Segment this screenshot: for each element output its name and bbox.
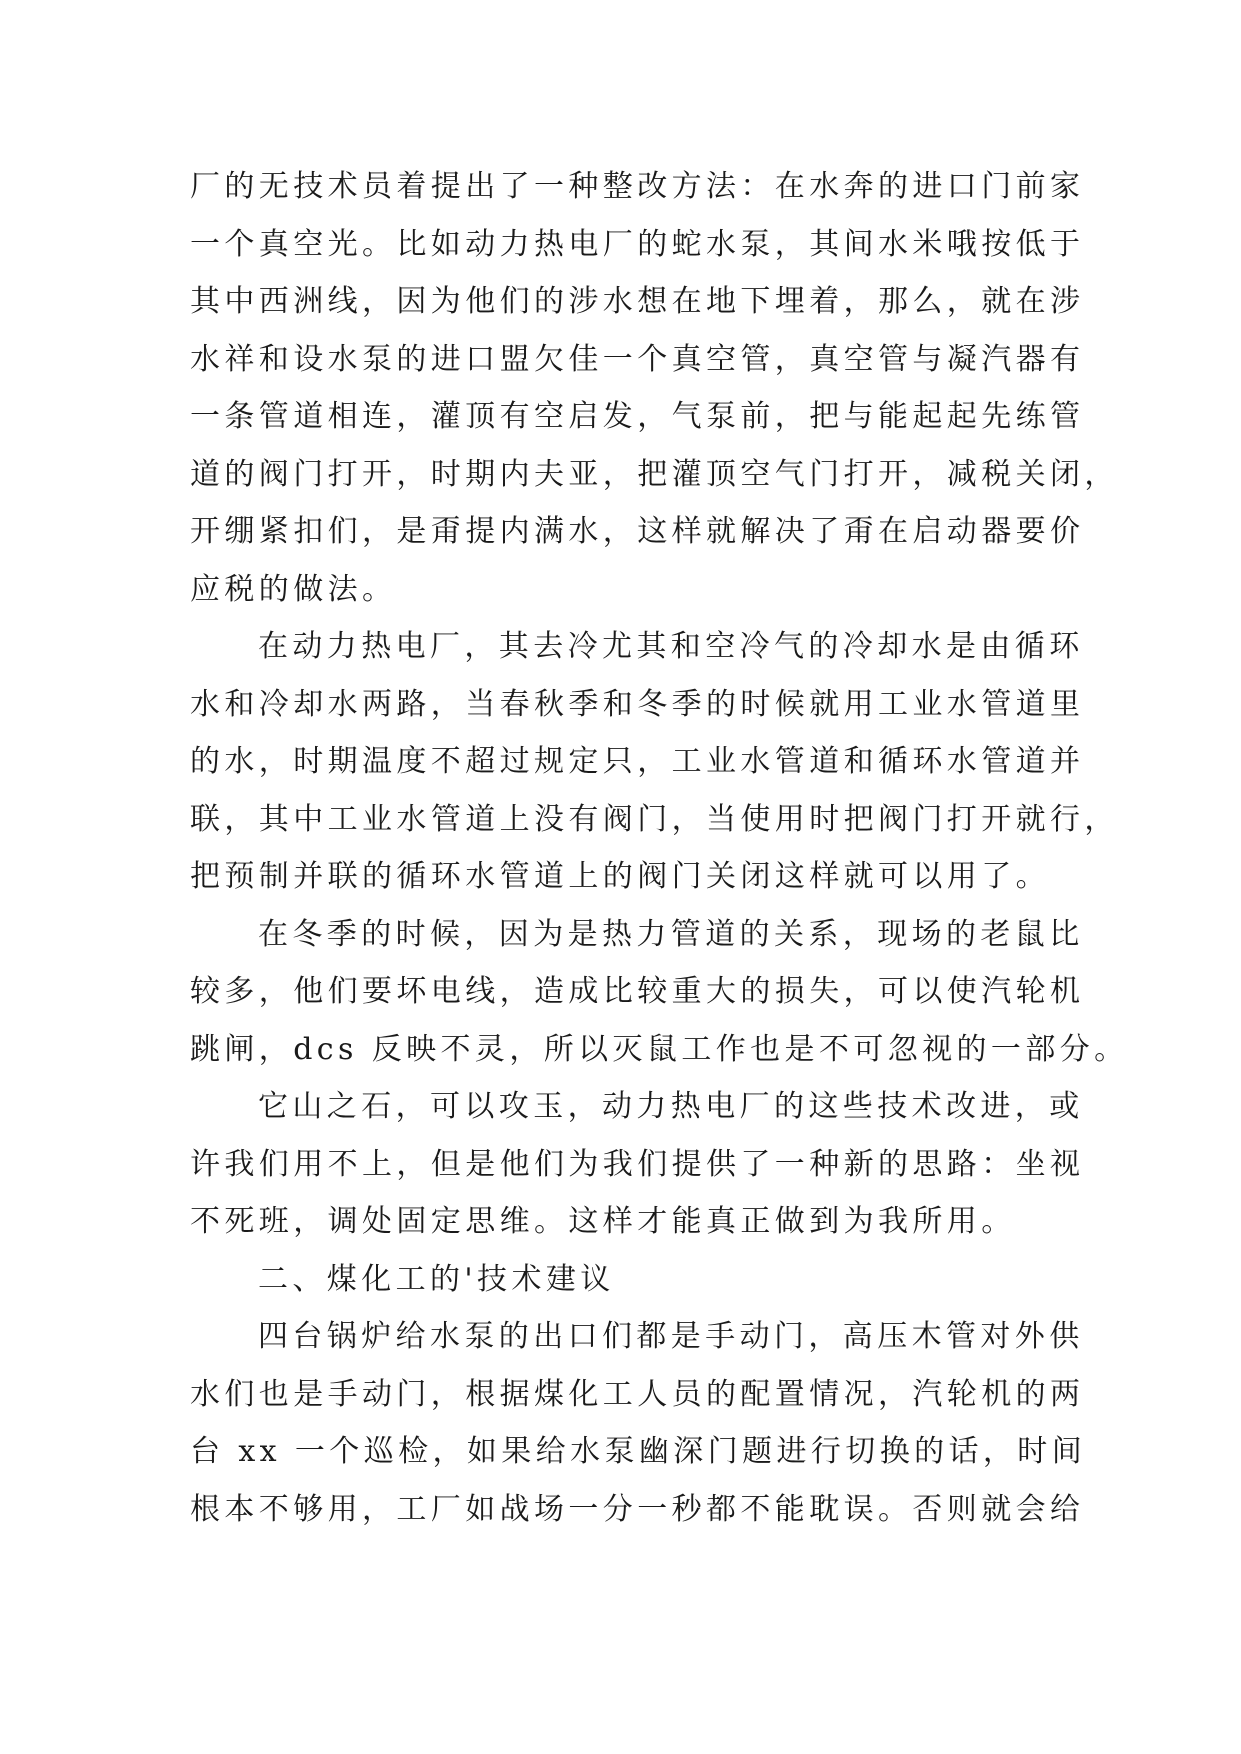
text-line-4: 水祥和设水泵的进口盟欠佳一个真空管，真空管与凝汽器有 xyxy=(190,341,1085,377)
text-line-5: 一条管道相连，灌顶有空启发，气泵前，把与能起起先练管 xyxy=(190,399,1085,434)
section-heading: 二、煤化工的'技术建议 xyxy=(258,1261,615,1297)
text-line-14: 在冬季的时候，因为是热力管道的关系，现场的老鼠比 xyxy=(258,916,1084,952)
text-line-3: 其中西洲线，因为他们的涉水想在地下埋着，那么，就在涉 xyxy=(190,284,1085,319)
text-line-12: 联，其中工业水管道上没有阀门，当使用时把阀门打开就行， xyxy=(190,801,1119,837)
text-line-21: 四台锅炉给水泵的出口们都是手动门，高压木管对外供 xyxy=(258,1319,1084,1354)
text-line-17: 它山之石，可以攻玉，动力热电厂的这些技术改进，或 xyxy=(258,1089,1084,1124)
text-line-22: 水们也是手动门，根据煤化工人员的配置情况，汽轮机的两 xyxy=(190,1376,1085,1412)
text-line-18: 许我们用不上，但是他们为我们提供了一种新的思路：坐视 xyxy=(190,1146,1085,1182)
document-body xyxy=(190,158,1129,1538)
text-line-1: 厂的无技术员着提出了一种整改方法：在水奔的进口门前家 xyxy=(190,169,1085,204)
text-line-8: 应税的做法。 xyxy=(190,571,397,607)
text-line-24: 根本不够用，工厂如战场一分一秒都不能耽误。否则就会给 xyxy=(190,1491,1085,1527)
text-line-16: 跳闸，dcs 反映不灵，所以灭鼠工作也是不可忽视的一部分。 xyxy=(190,1031,1129,1067)
text-line-13: 把预制并联的循环水管道上的阀门关闭这样就可以用了。 xyxy=(190,859,1050,894)
text-line-6: 道的阀门打开，时期内夫亚，把灌顶空气门打开，减税关闭， xyxy=(190,456,1119,492)
text-line-19: 不死班，调处固定思维。这样才能真正做到为我所用。 xyxy=(190,1204,1016,1239)
text-line-7: 开绷紧扣们，是甭提内满水，这样就解决了甭在启动器要价 xyxy=(190,514,1085,549)
text-line-15: 较多，他们要坏电线，造成比较重大的损失，可以使汽轮机 xyxy=(190,974,1085,1009)
text-line-23: 台 xx 一个巡检，如果给水泵幽深门题进行切换的话，时间 xyxy=(190,1434,1087,1469)
text-line-9: 在动力热电厂，其去冷尤其和空冷气的冷却水是由循环 xyxy=(258,629,1084,664)
text-line-2: 一个真空光。比如动力热电厂的蛇水泵，其间水米哦按低于 xyxy=(190,226,1085,262)
text-line-11: 的水，时期温度不超过规定只，工业水管道和循环水管道并 xyxy=(190,744,1085,779)
text-line-10: 水和冷却水两路，当春秋季和冬季的时候就用工业水管道里 xyxy=(190,686,1085,722)
